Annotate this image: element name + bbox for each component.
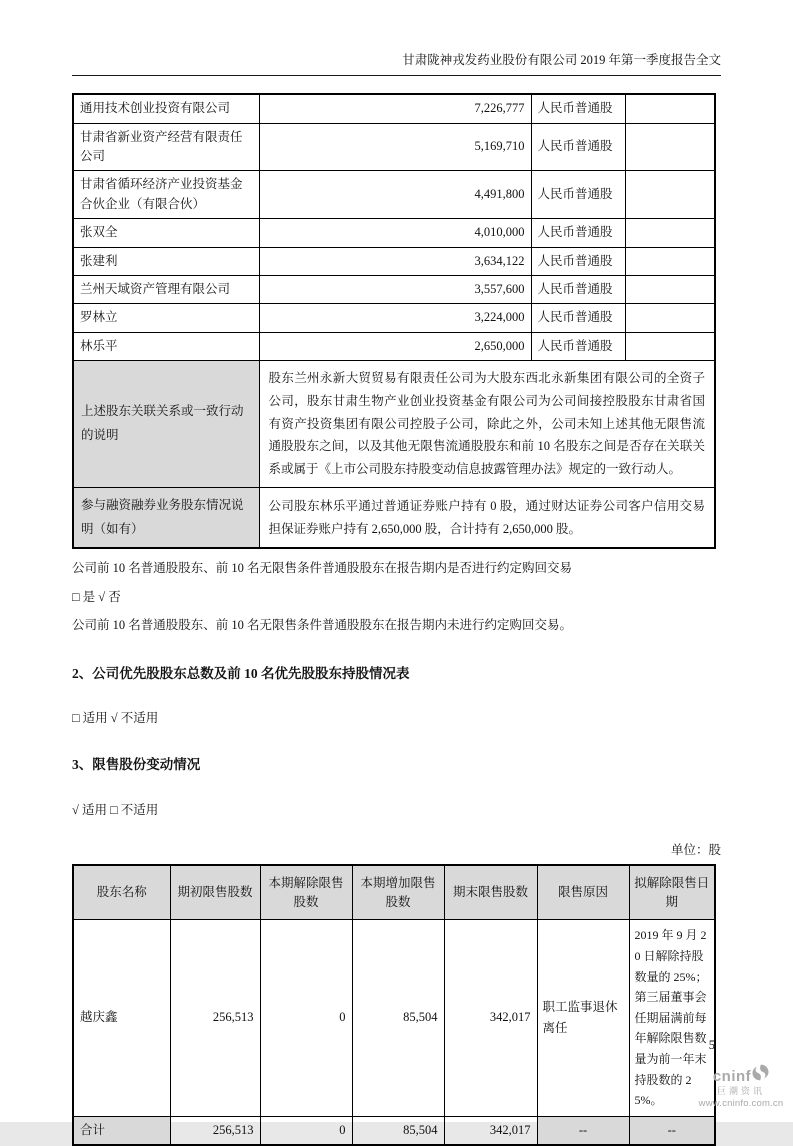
cninfo-logo xyxy=(695,1066,787,1110)
empty-cell xyxy=(625,304,715,332)
shareholder-name-cell: 张双全 xyxy=(73,219,259,247)
release-date-cell: 2019 年 9 月 20 日解除持股数量的 25%；第三届董事会任期届满前每年解除限售数量为前一年末持股数的 25%。 xyxy=(629,920,715,1117)
empty-cell xyxy=(625,275,715,303)
repurchase-answer-checkboxes: □ 是 √ 否 xyxy=(72,589,121,604)
shareholder-name-cell: 罗林立 xyxy=(73,304,259,332)
column-header: 期末限售股数 xyxy=(444,865,537,920)
share-type-cell: 人民币普通股 xyxy=(531,275,625,303)
release-date-total-cell: -- xyxy=(629,1116,715,1145)
column-header: 本期增加限售股数 xyxy=(352,865,444,920)
cninfo-swirl-icon xyxy=(752,1064,769,1086)
repurchase-question-text: 公司前 10 名普通股股东、前 10 名无限售条件普通股股东在报告期内是否进行约定购回交易 xyxy=(72,561,573,576)
empty-cell xyxy=(625,123,715,171)
document-title: 甘肃陇神戎发药业股份有限公司 2019 年第一季度报告全文 xyxy=(402,53,721,67)
empty-cell xyxy=(625,94,715,123)
released-cell: 0 xyxy=(260,920,352,1117)
table-row xyxy=(73,332,715,360)
repurchase-statement-text: 公司前 10 名普通股股东、前 10 名无限售条件普通股股东在报告期内未进行约定购回交易。 xyxy=(72,618,573,633)
restricted-shares-table xyxy=(72,864,716,1146)
shares-count-cell: 5,169,710 xyxy=(259,123,531,171)
added-cell: 85,504 xyxy=(352,920,444,1117)
empty-cell xyxy=(625,332,715,360)
section-2-title: 2、公司优先股股东总数及前 10 名优先股股东持股情况表 xyxy=(72,665,410,681)
shares-count-cell: 4,491,800 xyxy=(259,171,531,219)
shareholder-name-cell: 兰州天域资产管理有限公司 xyxy=(73,275,259,303)
share-type-cell: 人民币普通股 xyxy=(531,123,625,171)
initial-restricted-cell: 256,513 xyxy=(170,920,260,1117)
initial-restricted-total-cell: 256,513 xyxy=(170,1116,260,1145)
shares-count-cell: 4,010,000 xyxy=(259,219,531,247)
reason-total-cell: -- xyxy=(537,1116,629,1145)
shares-count-cell: 3,557,600 xyxy=(259,275,531,303)
ending-restricted-total-cell: 342,017 xyxy=(444,1116,537,1145)
total-row xyxy=(73,1116,715,1145)
shareholder-name-cell: 通用技术创业投资有限公司 xyxy=(73,94,259,123)
column-header: 本期解除限售股数 xyxy=(260,865,352,920)
note-label-cell: 参与融资融券业务股东情况说明（如有） xyxy=(73,487,259,548)
share-type-cell: 人民币普通股 xyxy=(531,94,625,123)
document-header xyxy=(72,0,721,76)
share-type-cell: 人民币普通股 xyxy=(531,171,625,219)
column-header: 拟解除限售日期 xyxy=(629,865,715,920)
note-content-cell: 股东兰州永新大贸贸易有限责任公司为大股东西北永新集团有限公司的全资子公司，股东甘肃生物产业创业投资基金有限公司为公司间接控股股东甘肃省国有资产投资集团有限公司控股子公司，除此之外，公司未知上述其他无限售流通股股东之间，以及其他无限售流通股股东和前 10 名股东之间是否存在关联关系或属于《上市公司股东持股变动信息披露管理办法》规定的一致行动人。 xyxy=(259,361,715,488)
table-row xyxy=(73,219,715,247)
released-total-cell: 0 xyxy=(260,1116,352,1145)
note-row xyxy=(73,487,715,548)
column-header: 限售原因 xyxy=(537,865,629,920)
added-total-cell: 85,504 xyxy=(352,1116,444,1145)
shareholder-name-cell: 甘肃省循环经济产业投资基金合伙企业（有限合伙） xyxy=(73,171,259,219)
cninfo-logo-url: www.cninfo.com.cn xyxy=(698,1097,784,1109)
table-row xyxy=(73,304,715,332)
shares-count-cell: 3,224,000 xyxy=(259,304,531,332)
header-row xyxy=(73,865,715,920)
shareholder-name-cell: 甘肃省新业资产经营有限责任公司 xyxy=(73,123,259,171)
shareholder-name-cell: 越庆鑫 xyxy=(73,920,170,1117)
table-row xyxy=(73,123,715,171)
share-type-cell: 人民币普通股 xyxy=(531,219,625,247)
shares-count-cell: 7,226,777 xyxy=(259,94,531,123)
column-header: 期初限售股数 xyxy=(170,865,260,920)
table-row xyxy=(73,171,715,219)
share-type-cell: 人民币普通股 xyxy=(531,304,625,332)
section-3-applicability: √ 适用 □ 不适用 xyxy=(72,802,159,817)
column-header: 股东名称 xyxy=(73,865,170,920)
cninfo-logo-brand-text: cninf xyxy=(712,1067,752,1085)
shares-count-cell: 3,634,122 xyxy=(259,247,531,275)
shareholder-name-cell: 林乐平 xyxy=(73,332,259,360)
shareholders-table xyxy=(72,93,716,549)
section-2-applicability: □ 适用 √ 不适用 xyxy=(72,711,159,726)
table-row xyxy=(73,247,715,275)
shareholder-name-cell: 张建利 xyxy=(73,247,259,275)
page-number: 5 xyxy=(708,1038,715,1052)
ending-restricted-cell: 342,017 xyxy=(444,920,537,1117)
section-3-title: 3、限售股份变动情况 xyxy=(72,757,201,773)
empty-cell xyxy=(625,171,715,219)
unit-label: 单位：股 xyxy=(670,842,721,857)
empty-cell xyxy=(625,219,715,247)
share-type-cell: 人民币普通股 xyxy=(531,247,625,275)
shares-count-cell: 2,650,000 xyxy=(259,332,531,360)
table-row xyxy=(73,275,715,303)
note-content-cell: 公司股东林乐平通过普通证券账户持有 0 股，通过财达证券公司客户信用交易担保证券账户持有 2,650,000 股，合计持有 2,650,000 股。 xyxy=(259,487,715,548)
note-label-cell: 上述股东关联关系或一致行动的说明 xyxy=(73,361,259,488)
restriction-reason-cell: 职工监事退休离任 xyxy=(537,920,629,1117)
empty-cell xyxy=(625,247,715,275)
table-row xyxy=(73,94,715,123)
total-label-cell: 合计 xyxy=(73,1116,170,1145)
cninfo-logo-chinese-name: 巨潮资讯 xyxy=(716,1086,765,1097)
table-row xyxy=(73,920,715,1117)
share-type-cell: 人民币普通股 xyxy=(531,332,625,360)
note-row xyxy=(73,361,715,488)
